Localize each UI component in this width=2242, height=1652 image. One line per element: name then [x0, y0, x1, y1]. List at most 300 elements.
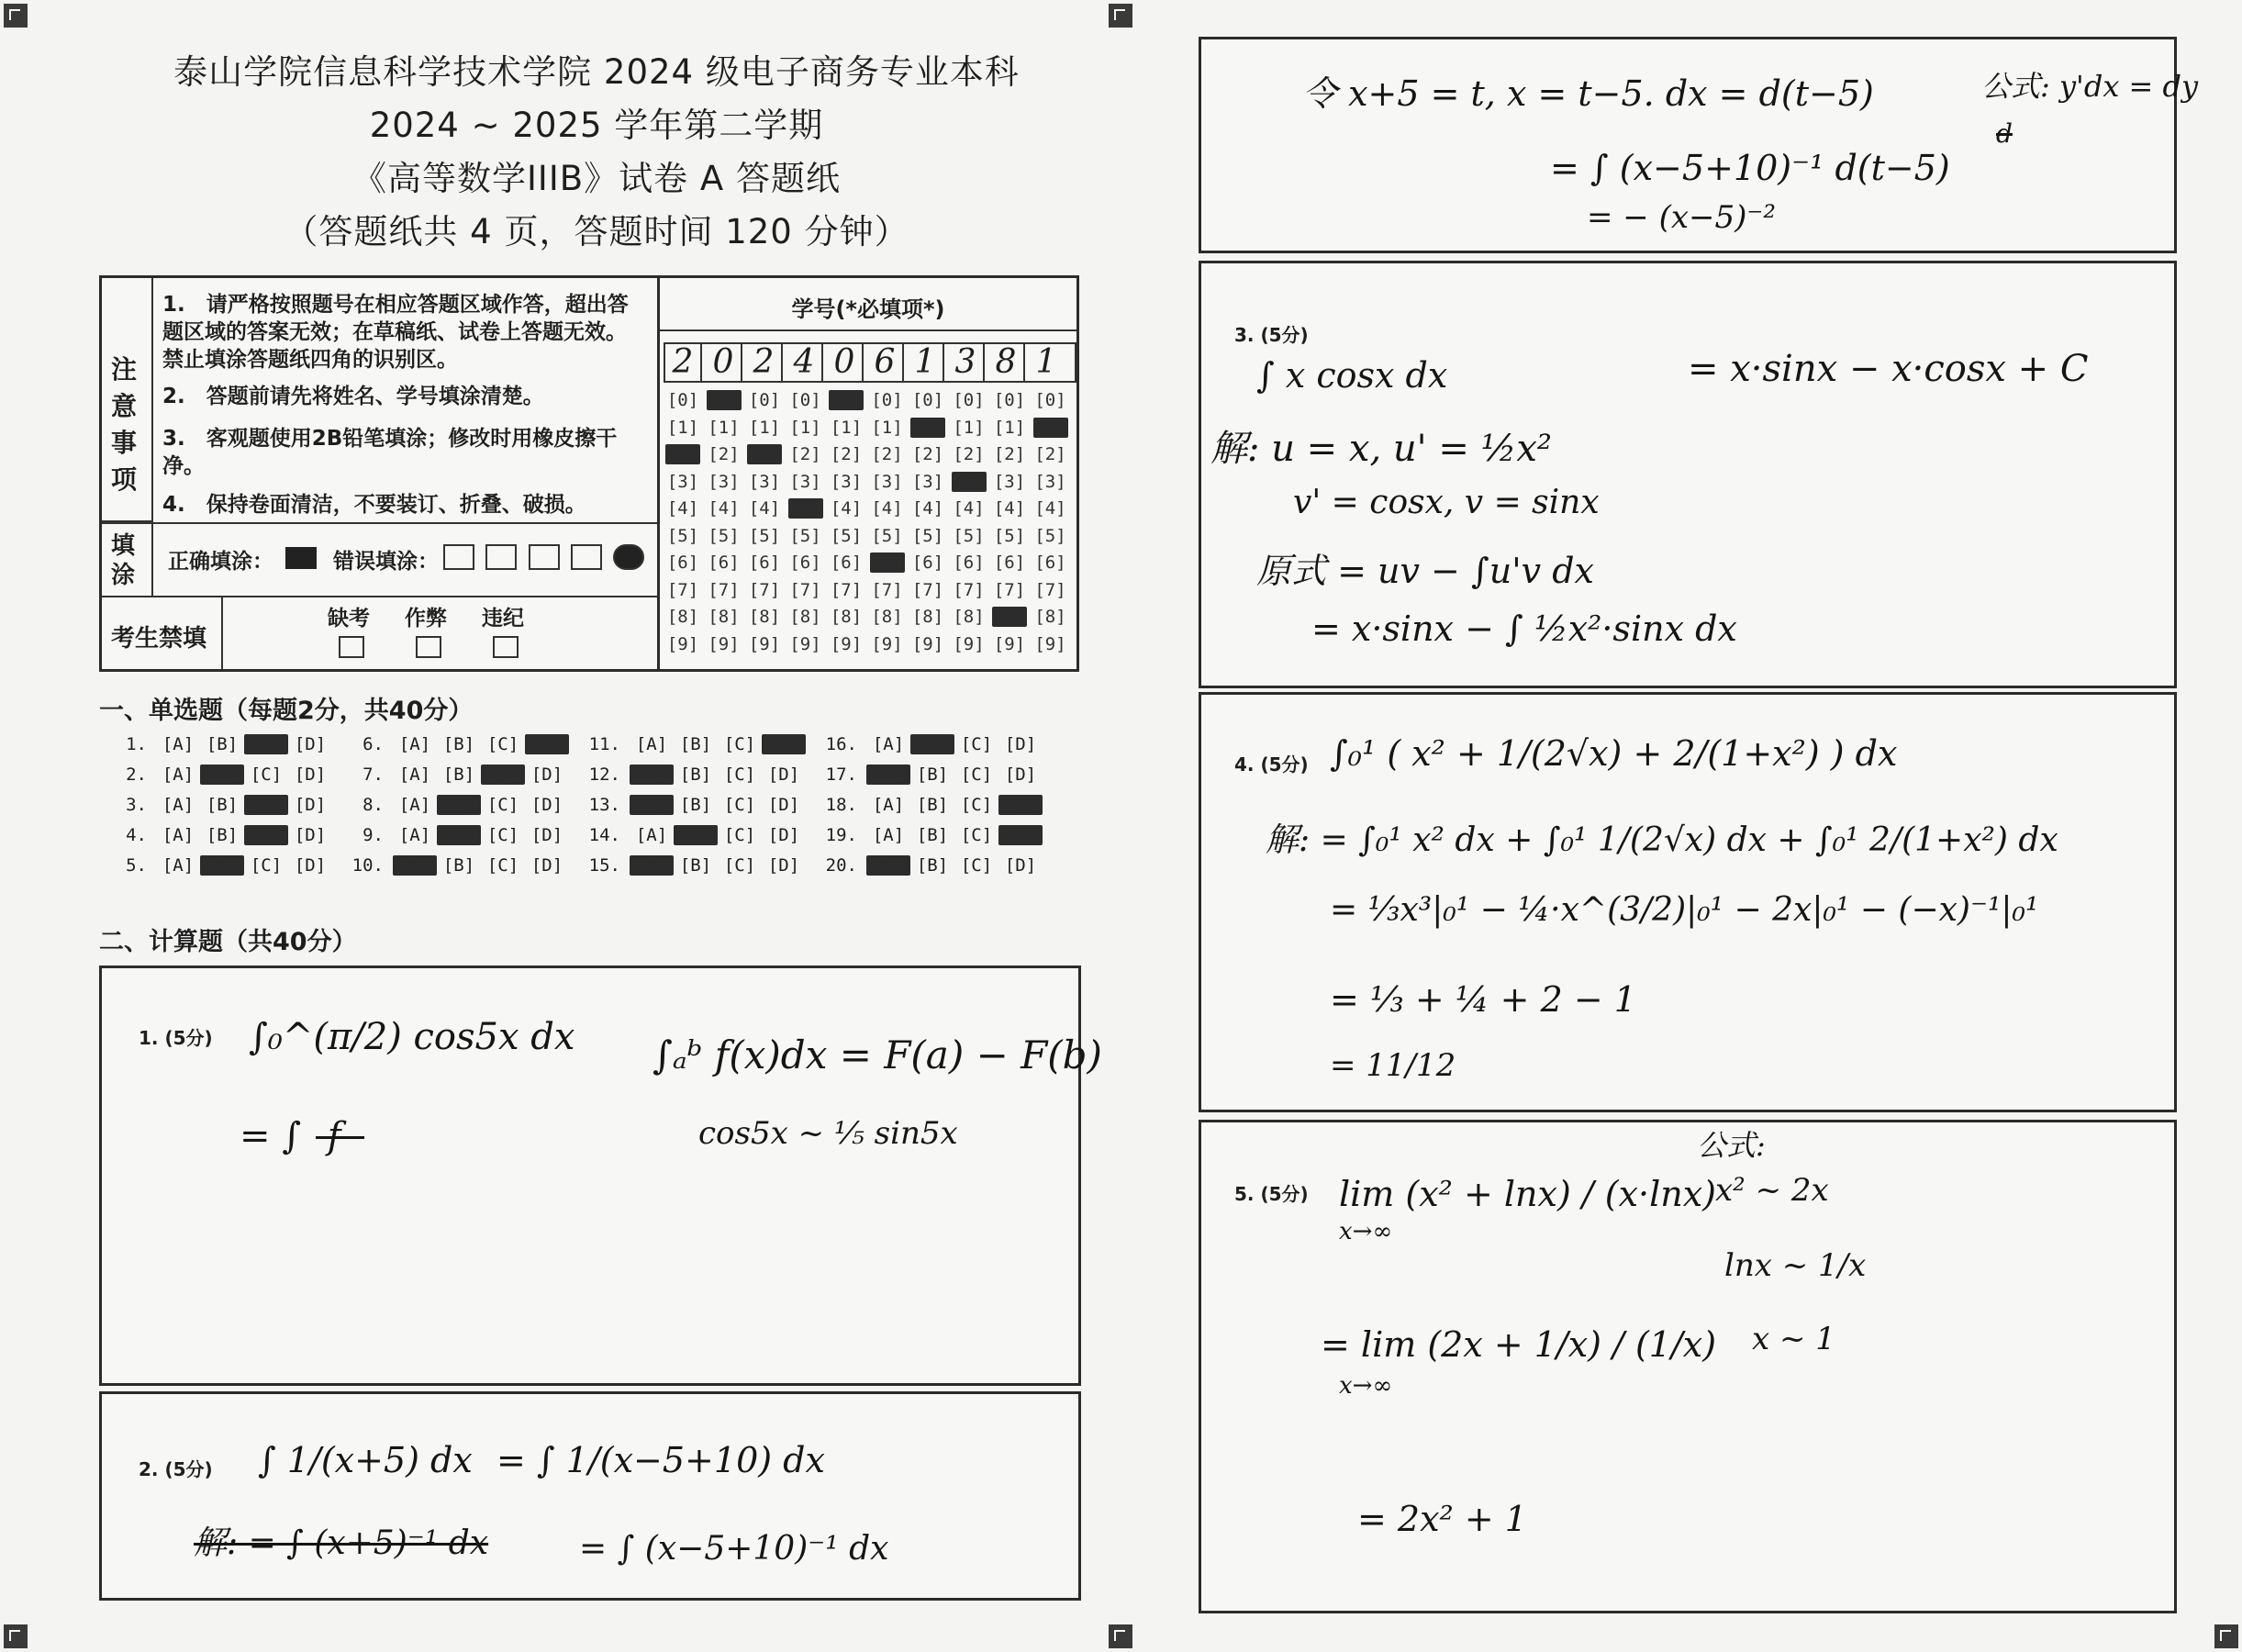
q2-formula: 公式: y'dx = dy	[1981, 69, 2199, 104]
mcq-option-bubble: [D]	[525, 734, 569, 754]
mcq-question-row	[811, 795, 1043, 815]
mcq-option-bubble: [D]	[762, 734, 806, 754]
q5-formula-3: x ~ 1	[1752, 1321, 1835, 1357]
student-id-bubble: [4]	[708, 498, 740, 519]
student-id-bubble: [5]	[871, 525, 903, 546]
student-id-bubble: [5]	[708, 525, 740, 546]
mcq-question-number: 18.	[825, 795, 857, 815]
mcq-question-row	[101, 825, 332, 845]
notice-item-3: 3. 客观题使用2B铅笔填涂；修改时用橡皮擦干净。	[162, 427, 618, 478]
mcq-option-bubble: [B]	[200, 765, 244, 785]
mcq-option-bubble: [B]	[679, 795, 712, 815]
fill-label: 填涂	[111, 532, 136, 589]
mcq-option-bubble: [A]	[872, 734, 905, 754]
mcq-option-bubble: [D]	[294, 765, 327, 785]
mcq-option-bubble: [A]	[635, 825, 668, 845]
mcq-option-bubble: [D]	[530, 795, 563, 815]
mcq-question-number: 16.	[825, 734, 857, 754]
student-id-bubble: [5]	[789, 525, 821, 546]
mcq-option-bubble: [A]	[398, 825, 431, 845]
q4-line-1: ∫₀¹ ( x² + 1/(2√x) + 2/(1+x²) ) dx	[1330, 733, 1898, 774]
mcq-question-number: 7.	[363, 765, 384, 785]
mcq-option-bubble: [C]	[481, 765, 525, 785]
mcq-option-bubble: [C]	[486, 734, 519, 754]
student-id-bubble: [6]	[953, 553, 985, 573]
section-2-title: 二、计算题（共40分）	[99, 928, 357, 956]
student-id-bubble: [0]	[953, 390, 985, 410]
mcq-option-bubble: [B]	[206, 825, 239, 845]
student-id-bubble: [7]	[871, 579, 903, 600]
mcq-option-bubble: [A]	[872, 825, 905, 845]
mcq-option-bubble: [B]	[200, 855, 244, 876]
student-id-bubble: [4]	[830, 498, 863, 519]
student-id-bubble: [3]	[953, 471, 985, 492]
mcq-option-bubble: [D]	[998, 825, 1043, 845]
student-id-bubble: [7]	[911, 579, 944, 600]
forbid-absent-label: 缺考	[328, 607, 370, 631]
student-id-bubble: [2]	[666, 444, 699, 464]
student-id-bubble: [5]	[953, 525, 985, 546]
student-id-bubble: [1]	[953, 417, 985, 438]
student-id-bubble: [7]	[708, 579, 740, 600]
q5-line-2-sub: x→∞	[1339, 1372, 1393, 1400]
mcq-question-number: 10.	[351, 855, 384, 876]
mcq-answer-grid	[101, 734, 1074, 890]
student-id-bubble: [6]	[830, 553, 863, 573]
student-id-bubble: [4]	[666, 498, 699, 519]
mcq-question-number: 5.	[126, 855, 147, 876]
student-id-bubble: [5]	[993, 525, 1026, 546]
student-id-bubble: [3]	[830, 471, 863, 492]
mcq-option-bubble: [C]	[723, 855, 756, 876]
mcq-question-number: 11.	[588, 734, 620, 754]
mcq-option-bubble: [D]	[767, 855, 800, 876]
mcq-option-bubble: [A]	[630, 795, 674, 815]
student-id-bubble: [7]	[666, 579, 699, 600]
mcq-option-bubble: [D]	[294, 855, 327, 876]
student-id-bubble: [9]	[830, 633, 863, 654]
mcq-option-bubble: [C]	[244, 734, 288, 754]
mcq-option-bubble: [B]	[916, 825, 949, 845]
mcq-question-row	[101, 855, 332, 876]
student-id-written-row	[664, 342, 1076, 383]
student-id-bubble: [7]	[953, 579, 985, 600]
student-id-bubble: [3]	[748, 471, 781, 492]
student-id-digit: 0	[827, 344, 864, 381]
notice-block	[99, 275, 664, 672]
student-id-bubble: [0]	[748, 390, 781, 410]
mcq-option-bubble: [B]	[679, 855, 712, 876]
student-id-digit: 1	[1035, 343, 1057, 381]
q5-line-2: = lim (2x + 1/x) / (1/x)	[1321, 1324, 1717, 1365]
student-id-bubble: [2]	[993, 444, 1026, 464]
student-id-bubble: [2]	[748, 444, 781, 464]
mcq-option-bubble: [C]	[960, 855, 993, 876]
forbid-cheat-checkbox	[416, 636, 441, 658]
student-id-bubble: [6]	[993, 553, 1026, 573]
mcq-option-bubble: [C]	[960, 795, 993, 815]
wrong-fill-label: 错误填涂：	[333, 550, 439, 574]
student-id-bubble: [8]	[789, 607, 821, 627]
student-id-bubble: [5]	[911, 525, 944, 546]
student-id-bubble: [9]	[666, 633, 699, 654]
mcq-option-bubble: [C]	[486, 855, 519, 876]
student-id-bubble: [6]	[911, 553, 944, 573]
student-id-bubble: [0]	[830, 390, 863, 410]
student-id-bubble: [8]	[871, 607, 903, 627]
q1-side-formula: ∫ₐᵇ f(x)dx = F(a) − F(b)	[653, 1032, 1102, 1077]
mcq-question-number: 19.	[825, 825, 857, 845]
mcq-question-number: 4.	[126, 825, 147, 845]
student-id-bubble-grid	[665, 390, 1075, 665]
student-id-bubble: [7]	[993, 579, 1026, 600]
mcq-question-row	[338, 795, 569, 815]
mcq-question-number: 17.	[825, 765, 857, 785]
mcq-option-bubble: [B]	[679, 765, 712, 785]
q4-line-3: = ⅓x³|₀¹ − ¼·x^(3/2)|₀¹ − 2x|₀¹ − (−x)⁻¹|₀¹	[1330, 891, 2039, 929]
mcq-option-bubble: [B]	[442, 734, 475, 754]
student-id-bubble: [3]	[666, 471, 699, 492]
student-id-bubble: [8]	[708, 607, 740, 627]
student-id-bubble: [1]	[993, 417, 1026, 438]
header-line-2: 2024 ~ 2025 学年第二学期	[369, 106, 824, 145]
q3-line-4: 原式 = uv − ∫u'v dx	[1256, 551, 1594, 591]
student-id-bubble: [1]	[708, 417, 740, 438]
correct-fill-label: 正确填涂：	[168, 550, 273, 574]
mcq-option-bubble: [A]	[398, 795, 431, 815]
mcq-option-bubble: [B]	[679, 734, 712, 754]
student-id-bubble: [8]	[911, 607, 944, 627]
mcq-question-row	[811, 855, 1043, 876]
q2-answer-box	[99, 1391, 1081, 1601]
registration-marker-top-left	[4, 4, 28, 28]
q2-line-2: 解: = ∫ (x+5)⁻¹ dx	[194, 1524, 489, 1562]
notice-side-label: 注意事项	[111, 354, 138, 495]
mcq-question-number: 6.	[363, 734, 384, 754]
q2-formula-struck: d	[1996, 118, 2013, 149]
mcq-option-bubble: [C]	[723, 825, 756, 845]
student-id-bubble: [5]	[1034, 525, 1066, 546]
mcq-question-number: 1.	[126, 734, 147, 754]
forbid-violation-checkbox	[493, 636, 519, 658]
mcq-option-bubble: [D]	[1004, 765, 1037, 785]
student-id-bubble: [3]	[1034, 471, 1066, 492]
student-id-bubble: [7]	[748, 579, 781, 600]
student-id-bubble: [9]	[748, 633, 781, 654]
mcq-question-row	[338, 855, 569, 876]
mcq-question-row	[811, 825, 1043, 845]
notice-item-2: 2. 答题前请先将姓名、学号填涂清楚。	[162, 385, 544, 408]
mcq-option-bubble: [D]	[1004, 855, 1037, 876]
q3-line-5: = x·sinx − ∫ ½x²·sinx dx	[1311, 608, 1737, 649]
student-id-digit: 2	[665, 344, 702, 381]
mcq-option-bubble: [A]	[630, 855, 674, 876]
student-id-bubble: [6]	[871, 553, 903, 573]
student-id-bubble: [3]	[911, 471, 944, 492]
mcq-option-bubble: [A]	[635, 734, 668, 754]
student-id-bubble: [6]	[1034, 553, 1066, 573]
mcq-option-bubble: [B]	[437, 825, 481, 845]
mcq-question-row	[338, 765, 569, 785]
q3-line-1: ∫ x cosx dx	[1256, 355, 1448, 396]
q2-line-2b: = ∫ (x−5+10)⁻¹ dx	[579, 1530, 889, 1568]
header-line-4: （答题纸共 4 页，答题时间 120 分钟）	[284, 212, 909, 251]
student-id-bubble: [4]	[993, 498, 1026, 519]
student-id-bubble: [1]	[830, 417, 863, 438]
q3-answer-box	[1199, 261, 2177, 688]
mcq-question-row	[574, 825, 806, 845]
mcq-question-number: 13.	[588, 795, 620, 815]
student-id-bubble: [8]	[993, 607, 1026, 627]
q5-formula-1: x² ~ 2x	[1715, 1172, 1829, 1209]
student-id-bubble: [6]	[708, 553, 740, 573]
student-id-bubble: [5]	[748, 525, 781, 546]
mcq-option-bubble: [B]	[916, 855, 949, 876]
q3-line-2: 解: u = x, u' = ½x²	[1210, 428, 1552, 470]
student-id-bubble: [9]	[789, 633, 821, 654]
student-id-bubble: [8]	[666, 607, 699, 627]
mcq-question-row	[574, 795, 806, 815]
q2-continuation-box	[1199, 37, 2199, 253]
student-id-bubble: [4]	[789, 498, 821, 519]
q4-label: 4. (5分)	[1234, 753, 1309, 776]
q5-formula-label: 公式:	[1697, 1128, 1766, 1163]
student-id-bubble: [6]	[748, 553, 781, 573]
mcq-option-bubble: [D]	[1004, 734, 1037, 754]
student-id-bubble: [6]	[789, 553, 821, 573]
mcq-question-row	[101, 795, 332, 815]
q1-label: 1. (5分)	[139, 1027, 213, 1049]
mcq-option-bubble: [A]	[162, 765, 195, 785]
q2-cont-line-2: = ∫ (x−5+10)⁻¹ d(t−5)	[1550, 148, 1950, 188]
mcq-option-bubble: [D]	[294, 795, 327, 815]
mcq-question-row	[338, 825, 569, 845]
mcq-option-bubble: [C]	[486, 795, 519, 815]
student-id-digit: 0	[706, 344, 742, 381]
q2-cont-line-1: 令 x+5 = t, x = t−5. dx = d(t−5)	[1302, 73, 1874, 114]
q5-label: 5. (5分)	[1234, 1183, 1309, 1205]
mcq-option-bubble: [C]	[960, 825, 993, 845]
forbid-label: 考生禁填	[111, 625, 207, 653]
student-id-bubble: [9]	[708, 633, 740, 654]
mcq-question-number: 14.	[588, 825, 620, 845]
mcq-option-bubble: [A]	[398, 765, 431, 785]
student-id-bubble: [9]	[1034, 633, 1066, 654]
mcq-option-bubble: [D]	[294, 825, 327, 845]
q5-line-1-sub: x→∞	[1339, 1218, 1393, 1245]
forbid-absent-checkbox	[339, 636, 364, 658]
registration-marker-top-center	[1109, 4, 1132, 28]
q5-line-1: lim (x² + lnx) / (x·lnx)	[1339, 1174, 1716, 1214]
student-id-bubble: [4]	[1034, 498, 1066, 519]
mcq-option-bubble: [B]	[916, 765, 949, 785]
mcq-option-bubble: [B]	[442, 765, 475, 785]
mcq-option-bubble: [A]	[630, 765, 674, 785]
student-id-bubble: [2]	[911, 444, 944, 464]
mcq-option-bubble: [C]	[244, 795, 288, 815]
registration-marker-bottom-right	[2214, 1624, 2238, 1648]
q1-answer-box	[99, 966, 1102, 1386]
student-id-bubble: [5]	[666, 525, 699, 546]
student-id-bubble: [8]	[953, 607, 985, 627]
registration-marker-bottom-left	[4, 1624, 28, 1648]
student-id-bubble: [4]	[911, 498, 944, 519]
student-id-bubble: [8]	[830, 607, 863, 627]
mcq-option-bubble: [A]	[393, 855, 437, 876]
student-id-bubble: [8]	[748, 607, 781, 627]
mcq-option-bubble: [C]	[250, 855, 283, 876]
mcq-option-bubble: [C]	[723, 795, 756, 815]
student-id-bubble: [2]	[708, 444, 740, 464]
q3-line-3: v' = cosx, v = sinx	[1293, 484, 1600, 521]
student-id-bubble: [4]	[871, 498, 903, 519]
q5-formula-2: lnx ~ 1/x	[1724, 1247, 1867, 1284]
mcq-question-row	[574, 855, 806, 876]
student-id-digit: 2	[746, 344, 783, 381]
mcq-option-bubble: [D]	[530, 855, 563, 876]
student-id-title: 学号(*必填项*)	[791, 296, 945, 322]
mcq-option-bubble: [C]	[244, 825, 288, 845]
student-id-bubble: [3]	[708, 471, 740, 492]
mcq-option-bubble: [A]	[162, 825, 195, 845]
mcq-option-bubble: [C]	[723, 765, 756, 785]
student-id-bubble: [2]	[789, 444, 821, 464]
mcq-option-bubble: [D]	[998, 795, 1043, 815]
section-1-title: 一、单选题（每题2分，共40分）	[99, 697, 474, 725]
student-id-bubble: [4]	[953, 498, 985, 519]
student-id-bubble: [9]	[993, 633, 1026, 654]
student-id-bubble: [9]	[871, 633, 903, 654]
student-id-digit: 8	[988, 344, 1025, 381]
q3-side-answer: = x·sinx − x·cosx + C	[1688, 348, 2089, 390]
mcq-option-bubble: [A]	[866, 765, 910, 785]
student-id-bubble: [2]	[830, 444, 863, 464]
mcq-option-bubble: [A]	[872, 795, 905, 815]
student-id-bubble: [2]	[1034, 444, 1066, 464]
q2-line-1: ∫ 1/(x+5) dx	[258, 1440, 473, 1480]
student-id-bubble: [2]	[953, 444, 985, 464]
header-line-3: 《高等数学IIIB》试卷 A 答题纸	[352, 159, 841, 198]
student-id-bubble: [4]	[748, 498, 781, 519]
student-id-bubble: [0]	[708, 390, 740, 410]
notice-item-4: 4. 保持卷面清洁，不要装订、折叠、破损。	[162, 493, 586, 517]
student-id-bubble: [2]	[871, 444, 903, 464]
mcq-option-bubble: [D]	[294, 734, 327, 754]
student-id-bubble: [9]	[953, 633, 985, 654]
student-id-bubble: [1]	[1034, 417, 1066, 438]
header-line-1: 泰山学院信息科学技术学院 2024 级电子商务专业本科	[173, 52, 1020, 92]
student-id-bubble: [0]	[911, 390, 944, 410]
student-id-bubble: [9]	[911, 633, 944, 654]
student-id-bubble: [1]	[911, 417, 944, 438]
mcq-option-bubble: [A]	[162, 795, 195, 815]
mcq-question-number: 12.	[588, 765, 620, 785]
q1-line-2: = ∫ f	[240, 1115, 365, 1157]
student-id-bubble: [7]	[789, 579, 821, 600]
q1-line-1: ∫₀^(π/2) cos5x dx	[249, 1016, 575, 1058]
mcq-option-bubble: [B]	[916, 795, 949, 815]
mcq-option-bubble: [C]	[960, 734, 993, 754]
student-id-bubble: [1]	[789, 417, 821, 438]
student-id-bubble: [6]	[666, 553, 699, 573]
q2-line-1b: = ∫ 1/(x−5+10) dx	[496, 1440, 825, 1480]
mcq-option-bubble: [B]	[674, 825, 718, 845]
mcq-option-bubble: [C]	[960, 765, 993, 785]
mcq-question-number: 9.	[363, 825, 384, 845]
mcq-question-row	[574, 734, 806, 754]
student-id-bubble: [3]	[789, 471, 821, 492]
mcq-question-row	[811, 765, 1043, 785]
mcq-option-bubble: [C]	[250, 765, 283, 785]
forbid-violation-label: 违纪	[482, 607, 524, 631]
mcq-option-bubble: [A]	[866, 855, 910, 876]
mcq-question-number: 3.	[126, 795, 147, 815]
mcq-option-bubble: [B]	[206, 734, 239, 754]
correct-fill-sample	[285, 547, 317, 569]
registration-marker-bottom-center	[1109, 1624, 1132, 1648]
student-id-bubble: [1]	[748, 417, 781, 438]
student-id-bubble: [8]	[1034, 607, 1066, 627]
student-id-digit: 6	[867, 344, 904, 381]
forbid-cheat-label: 作弊	[405, 607, 447, 631]
mcq-option-bubble: [D]	[530, 825, 563, 845]
mcq-question-number: 8.	[363, 795, 384, 815]
student-id-bubble: [7]	[830, 579, 863, 600]
q4-line-5: = 11/12	[1330, 1047, 1456, 1084]
student-id-digit: 3	[948, 344, 985, 381]
q4-answer-box	[1199, 692, 2177, 1112]
student-id-bubble: [1]	[871, 417, 903, 438]
mcq-option-bubble: [A]	[162, 734, 195, 754]
mcq-option-bubble: [D]	[767, 765, 800, 785]
mcq-option-bubble: [C]	[723, 734, 756, 754]
student-id-bubble: [0]	[666, 390, 699, 410]
wrong-fill-samples	[443, 544, 644, 576]
mcq-question-row	[574, 765, 806, 785]
mcq-question-row	[811, 734, 1043, 754]
q3-label: 3. (5分)	[1234, 324, 1309, 346]
mcq-option-bubble: [D]	[767, 795, 800, 815]
student-id-digit: 4	[786, 344, 823, 381]
mcq-option-bubble: [D]	[767, 825, 800, 845]
mcq-option-bubble: [D]	[530, 765, 563, 785]
q4-line-2: 解: = ∫₀¹ x² dx + ∫₀¹ 1/(2√x) dx + ∫₀¹ 2/(1+x²) dx	[1266, 821, 2058, 859]
q5-line-3: = 2x² + 1	[1357, 1499, 1527, 1539]
mcq-question-row	[101, 734, 332, 754]
mcq-question-number: 2.	[126, 765, 147, 785]
student-id-bubble: [1]	[666, 417, 699, 438]
student-id-digit: 1	[908, 344, 944, 381]
q5-answer-box	[1199, 1120, 2177, 1613]
q4-line-4: = ⅓ + ¼ + 2 − 1	[1330, 979, 1636, 1020]
q1-side-note: cos5x ~ ⅕ sin5x	[698, 1115, 958, 1152]
q2-label: 2. (5分)	[139, 1458, 213, 1480]
student-id-bubble: [0]	[993, 390, 1026, 410]
mcq-option-bubble: [B]	[442, 855, 475, 876]
mcq-option-bubble: [B]	[206, 795, 239, 815]
mcq-question-row	[338, 734, 569, 754]
notice-item-1: 1. 请严格按照题号在相应答题区域作答，超出答题区域的答案无效；在草稿纸、试卷上答题无效。禁止填涂答题纸四角的识别区。	[162, 293, 629, 372]
mcq-question-number: 20.	[825, 855, 857, 876]
student-id-block	[657, 275, 1079, 672]
student-id-bubble: [0]	[871, 390, 903, 410]
student-id-bubble: [7]	[1034, 579, 1066, 600]
student-id-bubble: [3]	[871, 471, 903, 492]
student-id-bubble: [3]	[993, 471, 1026, 492]
student-id-bubble: [0]	[789, 390, 821, 410]
q2-cont-line-3: = − (x−5)⁻²	[1587, 199, 1776, 236]
mcq-question-row	[101, 765, 332, 785]
